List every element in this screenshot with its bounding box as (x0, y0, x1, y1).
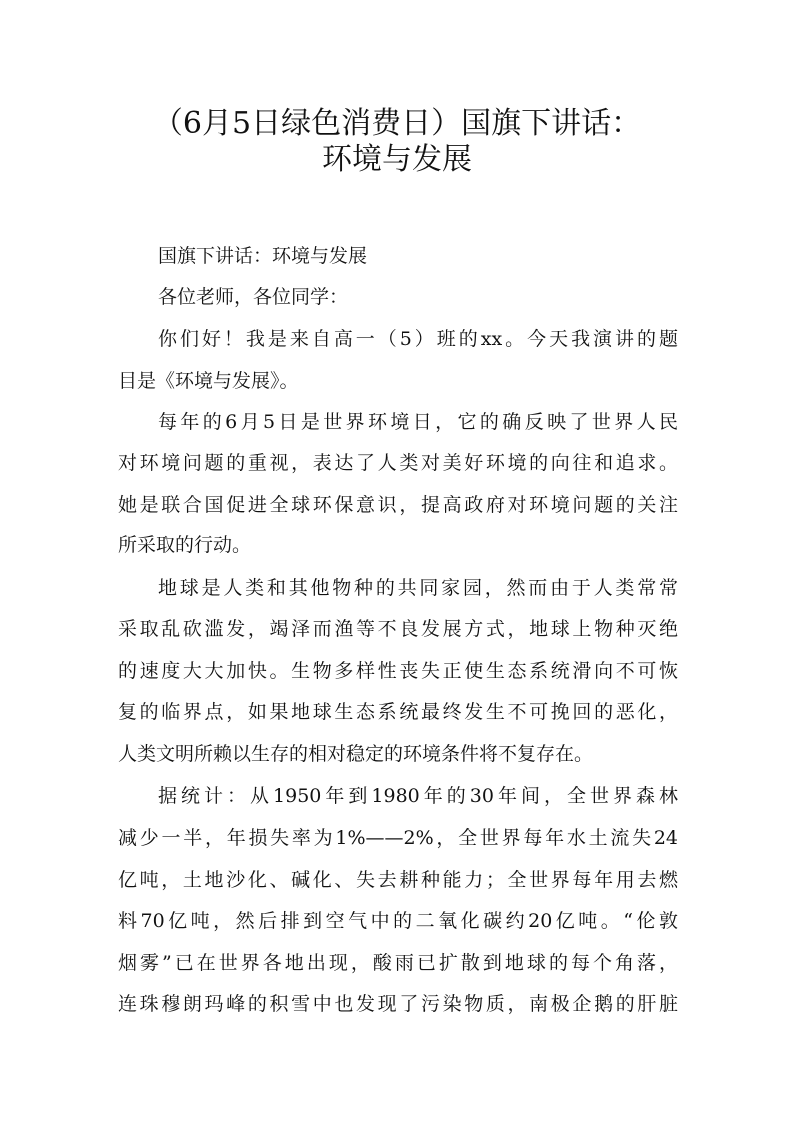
body-text-line: 你们好！我是来自高一（5）班的xx。今天我演讲的题 (158, 328, 678, 350)
body-text-line: 目是《环境与发展》。 (118, 370, 299, 392)
body-text-line: 所采取的行动。 (118, 534, 252, 556)
body-text-line: 人类文明所赖以生存的相对稳定的环境条件将不复存在。 (118, 743, 594, 765)
body-text-line: 她是联合国促进全球环保意识，提高政府对环境问题的关注 (118, 494, 678, 516)
body-text-line: 复的临界点，如果地球生态系统最终发生不可挽回的恶化， (118, 701, 678, 723)
document-title-line-2: 环境与发展 (322, 142, 472, 177)
body-text-line: 减少一半，年损失率为1%——2%，全世界每年水土流失24 (118, 827, 678, 849)
body-text-line: 采取乱砍滥发，竭泽而渔等不良发展方式，地球上物种灭绝 (118, 618, 678, 640)
body-text-line: 对环境问题的重视，表达了人类对美好环境的向往和追求。 (118, 452, 678, 474)
body-text-line: 的速度大大加快。生物多样性丧失正使生态系统滑向不可恢 (118, 660, 678, 682)
body-text-line: 国旗下讲话：环境与发展 (158, 245, 368, 267)
document-title-line-1: （6月5日绿色消费日）国旗下讲话： (152, 106, 642, 141)
body-text-line: 每年的6月5日是世界环境日，它的确反映了世界人民 (158, 411, 678, 433)
body-text-line: 据统计：从1950年到1980年的30年间，全世界森林 (158, 785, 678, 807)
body-text-line: 料70亿吨，然后排到空气中的二氧化碳约20亿吨。“伦敦 (118, 910, 678, 932)
body-text-line: 地球是人类和其他物种的共同家园，然而由于人类常常 (158, 577, 678, 599)
body-text-line: 烟雾”已在世界各地出现，酸雨已扩散到地球的每个角落， (118, 952, 678, 974)
body-text-line: 各位老师，各位同学： (158, 286, 349, 308)
body-text-line: 亿吨，土地沙化、碱化、失去耕种能力；全世界每年用去燃 (118, 869, 678, 891)
body-text-line: 连珠穆朗玛峰的积雪中也发现了污染物质，南极企鹅的肝脏 (118, 993, 678, 1015)
